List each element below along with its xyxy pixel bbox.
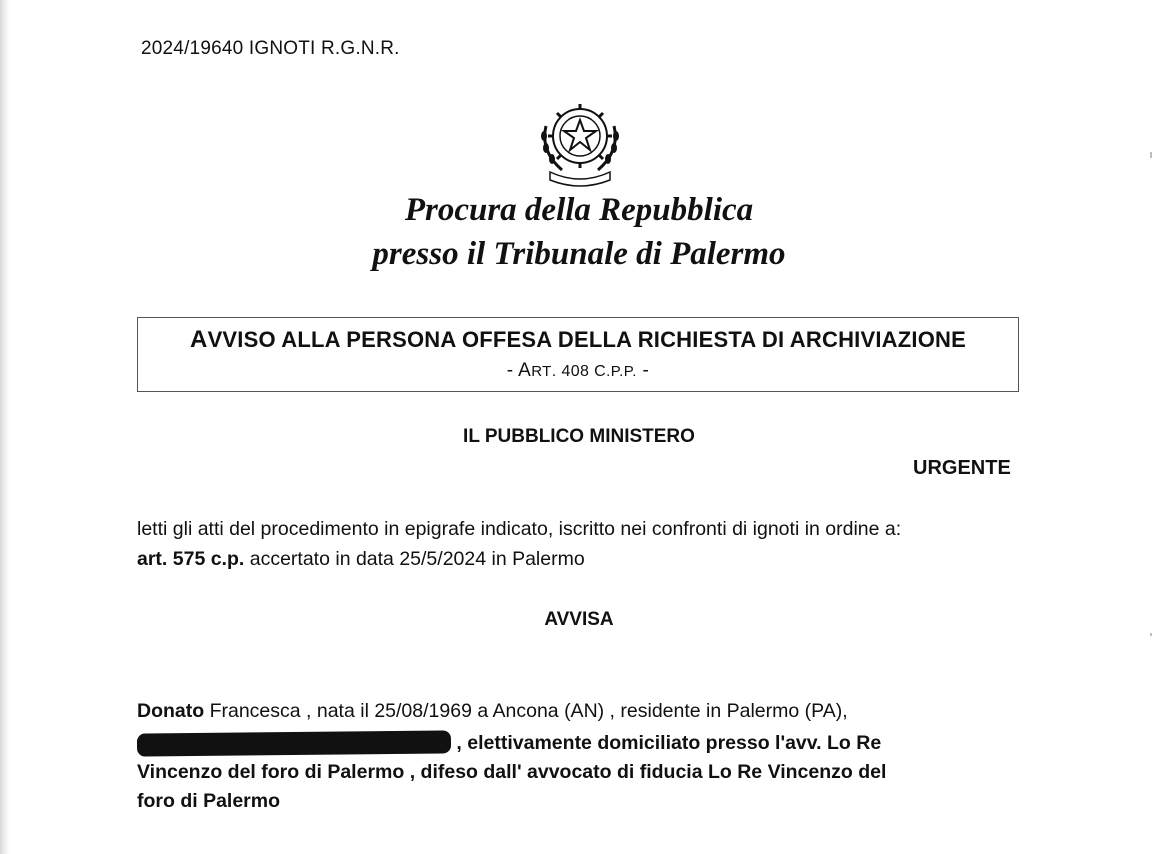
notice-ref-code: .P.P. [606, 363, 637, 380]
scan-mark [1150, 152, 1152, 158]
authority-heading: IL PUBBLICO MINISTERO [463, 426, 695, 447]
charge-details: accertato in data 25/5/2024 in Palermo [244, 548, 585, 570]
intro-line: letti gli atti del procedimento in epigrafe indicato, iscritto nei confronti di ignoti in ordine a: [137, 518, 902, 540]
notice-ref-number: . 408 C [551, 363, 607, 380]
office-name: Procura della Repubblica [404, 192, 754, 228]
notice-legal-reference [138, 360, 1018, 382]
avvisa-heading: AVVISA [544, 609, 614, 630]
person-line-1 [137, 700, 848, 723]
redacted-address [137, 730, 451, 756]
charge-article: art. 575 c.p. [137, 548, 245, 570]
notice-title-box [137, 317, 1019, 392]
office-location: presso il Tribunale di Palermo [372, 236, 786, 272]
notice-title-initial: A [190, 326, 208, 353]
notice-ref-art: RT [531, 363, 552, 380]
person-line-4: foro di Palermo [137, 790, 281, 812]
notice-ref-suffix: - [636, 360, 650, 381]
person-details: Francesca , nata il 25/08/1969 a Ancona (AN) , residente in Palermo (PA), [204, 700, 848, 722]
domicile-text: , elettivamente domiciliato presso l'avv. Lo Re [451, 732, 882, 754]
person-line-3: Vincenzo del foro di Palermo , difeso dall' avvocato di fiducia Lo Re Vincenzo del [137, 761, 887, 783]
notice-title [138, 326, 1018, 354]
notice-title-text: VVISO ALLA PERSONA OFFESA DELLA RICHIESTA DI ARCHIVIAZIONE [207, 327, 966, 352]
scan-mark [1150, 633, 1152, 636]
protocol-number: 2024/19640 IGNOTI R.G.N.R. [141, 38, 400, 59]
person-line-2 [137, 732, 881, 755]
charge-line [137, 548, 585, 571]
italian-republic-emblem-icon [536, 96, 624, 188]
person-surname: Donato [137, 700, 205, 722]
notice-ref-prefix: - A [506, 360, 532, 381]
urgency-label: URGENTE [913, 457, 1011, 479]
